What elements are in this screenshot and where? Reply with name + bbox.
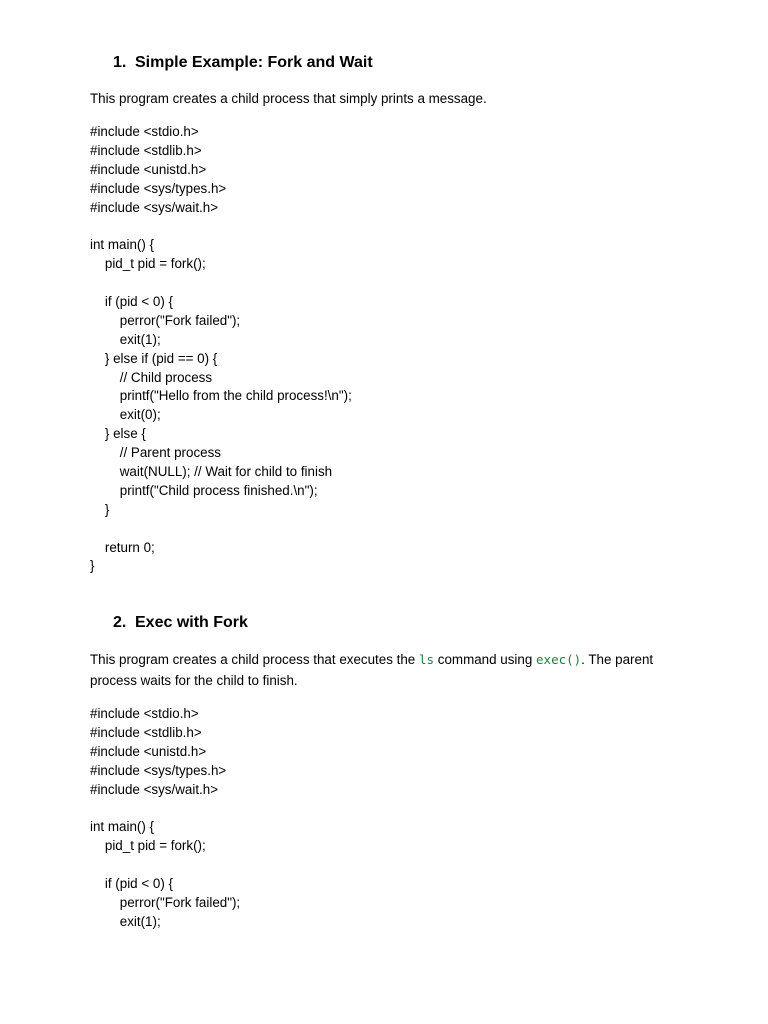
- code-line: return 0;: [90, 539, 155, 555]
- code-line: #include <unistd.h>: [90, 743, 207, 759]
- code-line: [90, 520, 352, 539]
- code-line: [90, 799, 240, 818]
- section-2-title: Exec with Fork: [135, 614, 248, 631]
- code-line: }: [90, 558, 95, 574]
- code-line: #include <stdlib.h>: [90, 724, 202, 740]
- section-1-code-block: [90, 123, 352, 576]
- code-line: #include <sys/types.h>: [90, 180, 227, 196]
- section-2-number: 2.: [113, 614, 127, 631]
- code-line: [90, 217, 352, 236]
- inline-code-exec: exec(): [536, 652, 582, 667]
- code-line: #include <sys/wait.h>: [90, 199, 219, 215]
- code-line: } else if (pid == 0) {: [90, 350, 218, 366]
- section-2-description: [90, 650, 690, 691]
- section-1-heading: [113, 53, 373, 73]
- section-1-title: Simple Example: Fork and Wait: [135, 54, 373, 71]
- code-line: exit(0);: [90, 407, 161, 423]
- inline-code-ls: ls: [418, 652, 435, 667]
- code-line: pid_t pid = fork();: [90, 838, 206, 854]
- code-line: printf("Child process finished.\n");: [90, 482, 318, 498]
- code-line: #include <stdio.h>: [90, 706, 199, 721]
- section-2-description-part-3: . The parent process waits for the child to finish.: [90, 652, 654, 688]
- code-line: exit(1);: [90, 913, 161, 929]
- code-line: printf("Hello from the child process!\n");: [90, 388, 352, 404]
- section-2-description-part-1: This program creates a child process that executes the: [90, 652, 419, 667]
- code-line: } else {: [90, 426, 146, 442]
- code-line: pid_t pid = fork();: [90, 256, 206, 272]
- code-line: [90, 856, 240, 875]
- code-line: if (pid < 0) {: [90, 294, 173, 310]
- code-line: #include <sys/types.h>: [90, 762, 227, 778]
- section-1-description: This program creates a child process that simply prints a message.: [90, 91, 487, 106]
- code-line: int main() {: [90, 819, 154, 835]
- section-1-number: 1.: [113, 54, 127, 71]
- section-2-description-part-2: command using: [434, 652, 537, 667]
- code-line: exit(1);: [90, 331, 161, 347]
- section-2-code-block: [90, 705, 240, 932]
- code-line: // Parent process: [90, 445, 221, 461]
- section-2-heading: [113, 613, 248, 633]
- code-line: // Child process: [90, 369, 213, 385]
- code-line: perror("Fork failed");: [90, 312, 241, 328]
- code-line: [90, 274, 352, 293]
- code-line: int main() {: [90, 237, 154, 253]
- code-line: #include <sys/wait.h>: [90, 781, 219, 797]
- code-line: #include <stdlib.h>: [90, 142, 202, 158]
- code-line: if (pid < 0) {: [90, 876, 173, 892]
- code-line: #include <stdio.h>: [90, 124, 199, 139]
- code-line: }: [90, 501, 110, 517]
- code-line: wait(NULL); // Wait for child to finish: [90, 464, 333, 480]
- code-line: #include <unistd.h>: [90, 161, 207, 177]
- code-line: perror("Fork failed");: [90, 894, 241, 910]
